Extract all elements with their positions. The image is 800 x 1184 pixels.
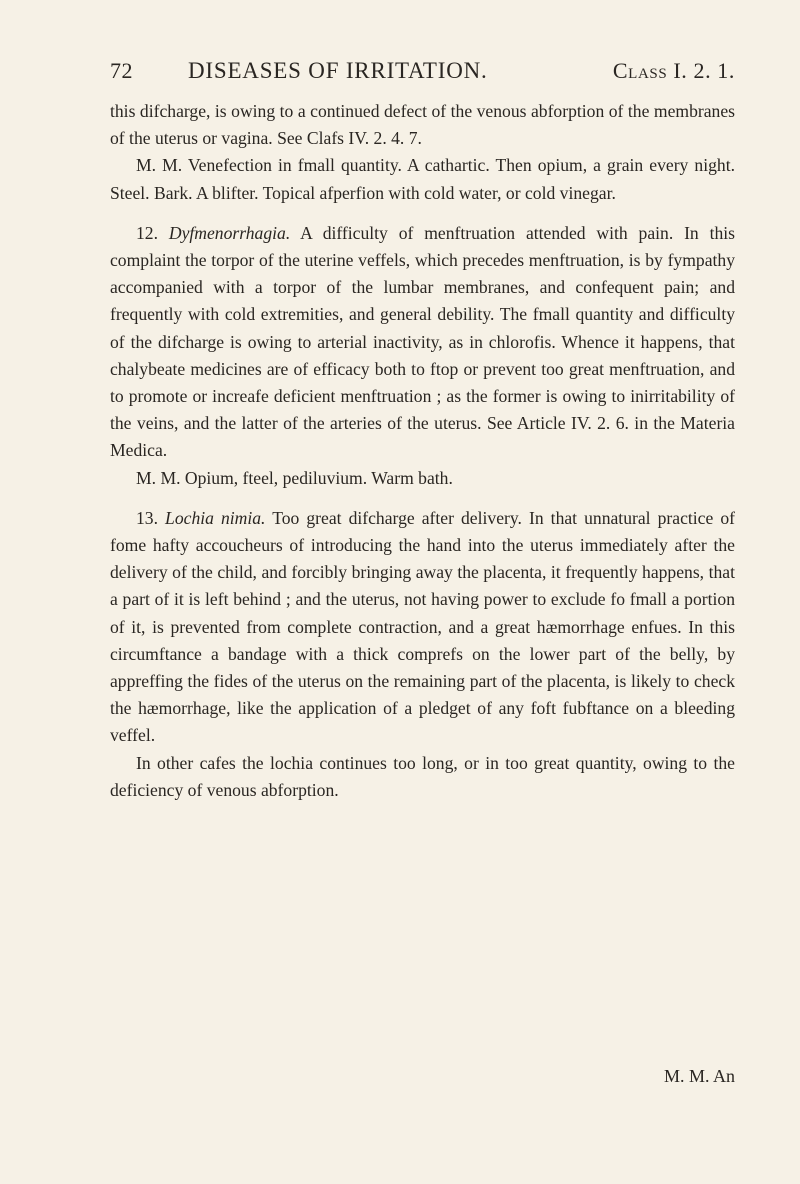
entry-title-dysmenorrhagia: Dyfmenorrhagia.: [168, 222, 291, 243]
paragraph-dysmenorrhagia: 12. Dyfmenorrhagia. A difficulty of menftruation attended with pain. In this complaint the torpor of the uterine veffels, which precedes menftruation, is by fympathy accompanied with a torpor of the lumbar membranes, and confequent pain; and frequently with cold extremities, and general debility. The fmall quantity and difficulty of the difcharge is owing to arterial inactivity, as in chlorofis. Whence it happens, that chalybeate medicines are of efficacy both to ftop or prevent too great menftruation, and to promote or increafe deficient menftruation ; as the former is owing to inirritability of the veins, and the latter of the arteries of the uterus. See Article IV. 2. 6. in the Materia Medica.: [110, 222, 736, 461]
paragraph-lochia-nimia: 13. Lochia nimia. Too great difcharge after delivery. In that unnatural practice of fome hafty accoucheurs of introducing the hand into the uterus immediately after the delivery of the child, and forcibly bringing away the placenta, it frequently happens, that a part of it is left behind ; and the uterus, not having power to exclude fo fmall a portion of it, is prevented from complete contraction, and a great hæmorrhage enfues. In this circumftance a bandage with a thick comprefs on the lower part of the belly, by appreffing the fides of the uterus on the remaining part of the placenta, is likely to check the hæmorrhage, like the application of a pledget of any foft fubftance on a bleeding veffel.: [110, 507, 735, 746]
paragraph-other-cases: In other cafes the lochia continues too long, or in too great quantity, owing to the deficiency of venous abforption.: [110, 752, 735, 800]
paragraph-medical-method-2: M. M. Opium, fteel, pediluvium. Warm bath.: [136, 467, 453, 488]
entry-number: 12.: [136, 222, 169, 243]
catchword: M. M. An: [663, 1066, 735, 1086]
body-text: [110, 98, 735, 804]
page-number: 72: [110, 58, 133, 83]
paragraph-medical-method-1: M. M. Venefection in fmall quantity. A cathartic. Then opium, a grain every night. Steel. Bark. A blifter. Topical afperfion with cold water, or cold vinegar.: [110, 155, 735, 203]
entry-title-lochia-nimia: Lochia nimia.: [165, 507, 266, 528]
running-header: [110, 58, 735, 88]
entry-number: 13.: [136, 507, 166, 528]
paragraph-continuation: this difcharge, is owing to a continued defect of the venous abforption of the membranes of the uterus or vagina. See Clafs IV. 2. 4. 7.: [110, 101, 735, 149]
running-title: DISEASES OF IRRITATION.: [188, 58, 488, 83]
class-reference: Class I. 2. 1.: [612, 58, 735, 83]
